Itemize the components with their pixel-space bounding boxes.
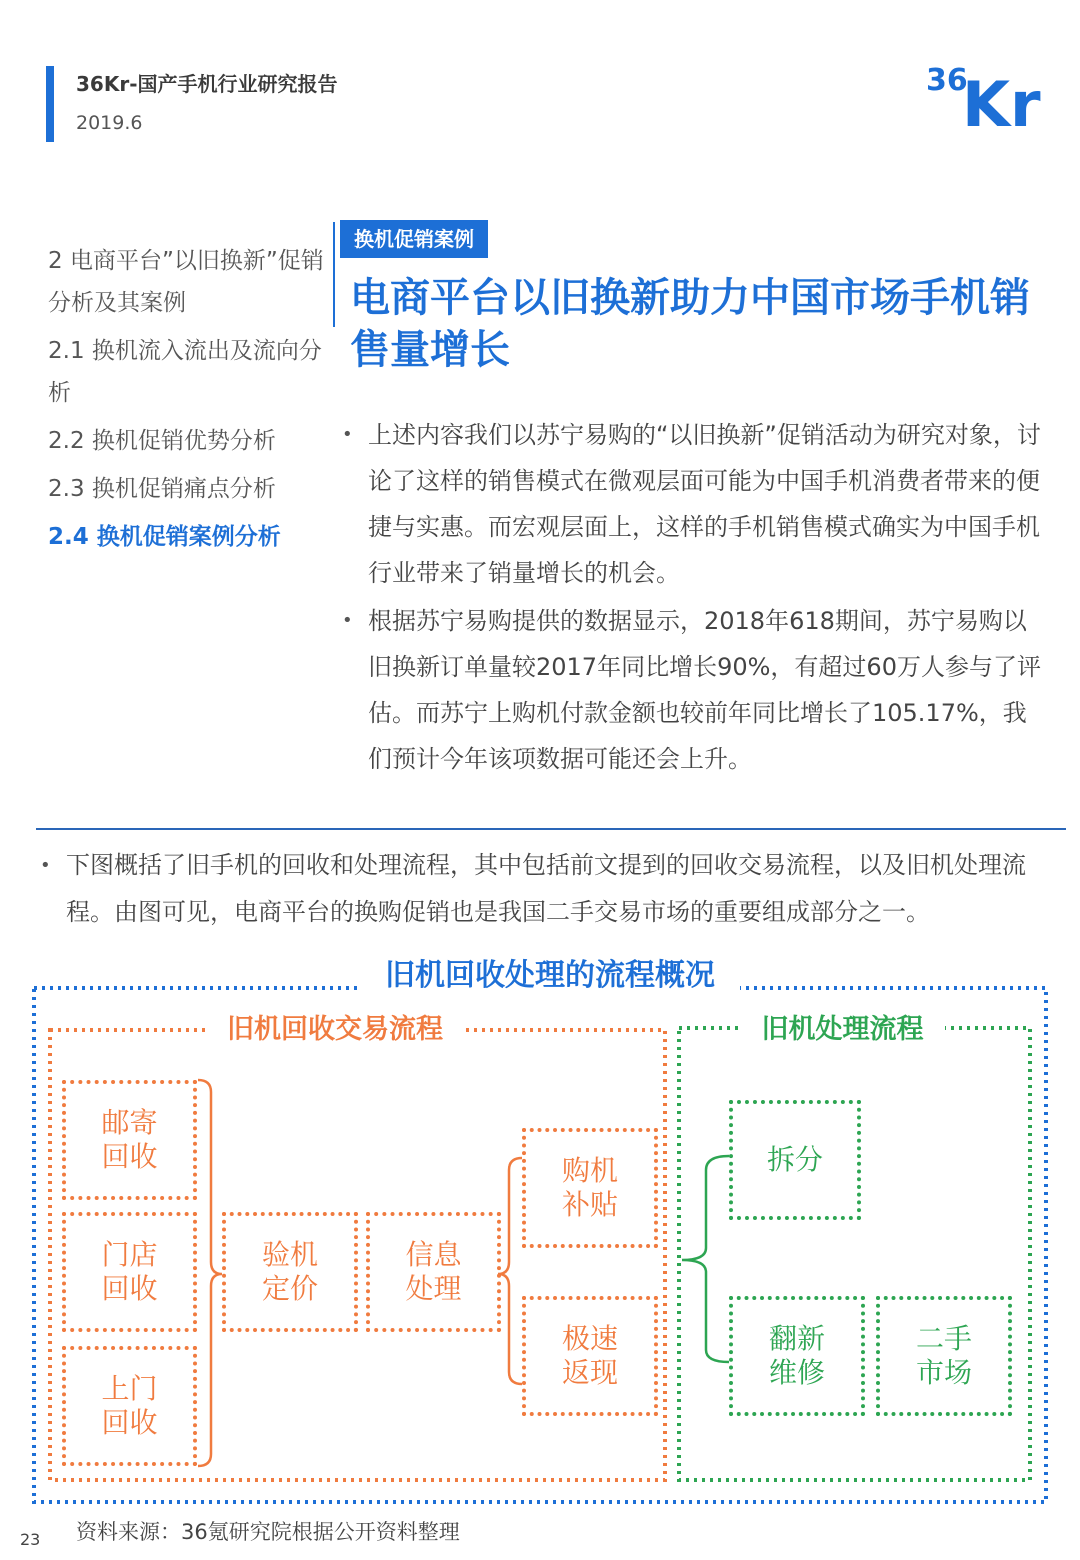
- toc-item[interactable]: 2 电商平台”以旧换新”促销分析及其案例: [48, 248, 324, 316]
- fast-cashback-box: 极速 返现: [522, 1296, 658, 1416]
- data-source-note: 资料来源：36氪研究院根据公开资料整理: [76, 1520, 460, 1544]
- report-date: 2019.6: [76, 112, 143, 134]
- trade-flow-title: 旧机回收交易流程: [205, 1012, 465, 1048]
- toc-item[interactable]: 2.1 换机流入流出及流向分析: [48, 338, 322, 406]
- info-process-box: 信息 处理: [366, 1212, 501, 1332]
- diagram-intro-paragraph: • 下图概括了旧手机的回收和处理流程，其中包括前文提到的回收交易流程，以及旧机处理流程。由图可见，电商平台的换购促销也是我国二手交易市场的重要组成部分之一。: [40, 842, 1050, 936]
- diagram-title: 旧机回收处理的流程概况: [360, 956, 740, 996]
- process-flow-title: 旧机处理流程: [740, 1012, 945, 1048]
- bullet-paragraph: • 上述内容我们以苏宁易购的“以旧换新”促销活动为研究对象，讨论了这样的销售模式在微观层面可能为中国手机消费者带来的便捷与实惠。而宏观层面上，这样的手机销售模式确实为中国手机行业带来了销量增长的机会。: [340, 412, 1045, 596]
- bullet-paragraph: • 根据苏宁易购提供的数据显示，2018年618期间，苏宁易购以旧换新订单量较2017年同比增长90%，有超过60万人参与了评估。而苏宁上购机付款金额也较前年同比增长了105.17%，我们预计今年该项数据可能还会上升。: [340, 598, 1045, 782]
- inspect-price-box: 验机 定价: [222, 1212, 358, 1332]
- toc-item[interactable]: 2.3 换机促销痛点分析: [48, 476, 276, 502]
- store-recycle-box: 门店 回收: [62, 1212, 197, 1332]
- door-recycle-box: 上门 回收: [62, 1346, 197, 1466]
- recycle-bracket: [198, 1080, 222, 1466]
- section-title: 电商平台以旧换新助力中国市场手机销售量增长: [350, 275, 1030, 373]
- purchase-subsidy-box: 购机 补贴: [522, 1128, 658, 1248]
- toc-item[interactable]: 2.2 换机促销优势分析: [48, 428, 276, 454]
- svg-text:36: 36: [926, 63, 968, 98]
- process-bracket: [682, 1156, 729, 1362]
- section-tag: 换机促销案例: [340, 220, 488, 258]
- report-title: 36Kr-国产手机行业研究报告: [76, 72, 338, 96]
- svg-text:Kr: Kr: [962, 68, 1041, 136]
- toc-item-active[interactable]: 2.4 换机促销案例分析: [48, 524, 281, 550]
- mail-recycle-box: 邮寄 回收: [62, 1080, 197, 1200]
- second-hand-market-box: 二手 市场: [876, 1296, 1012, 1416]
- dismantle-box: 拆分: [729, 1100, 861, 1220]
- page-number: 23: [20, 1530, 41, 1549]
- refurbish-box: 翻新 维修: [729, 1296, 865, 1416]
- output-bracket: [498, 1158, 522, 1384]
